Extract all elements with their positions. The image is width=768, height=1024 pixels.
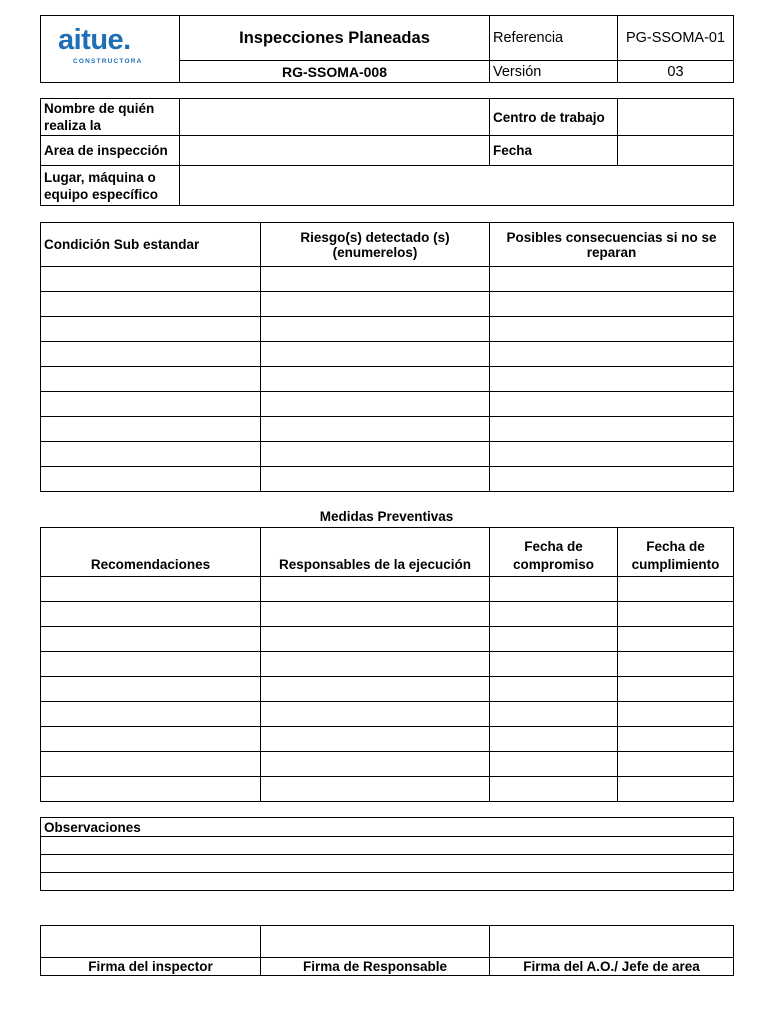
preventive-cell[interactable] [261, 577, 490, 602]
risk-cell[interactable] [41, 267, 261, 292]
preventive-cell[interactable] [261, 702, 490, 727]
logo-tagline: CONSTRUCTORA [73, 58, 143, 65]
risk-cell[interactable] [41, 367, 261, 392]
preventive-cell[interactable] [490, 752, 618, 777]
risk-row [41, 292, 734, 317]
observation-row [41, 855, 734, 873]
risk-row [41, 392, 734, 417]
preventive-row [41, 727, 734, 752]
preventive-cell[interactable] [41, 627, 261, 652]
preventive-cell[interactable] [490, 627, 618, 652]
risk-cell[interactable] [261, 467, 490, 492]
risk-cell[interactable] [261, 267, 490, 292]
risk-cell[interactable] [41, 417, 261, 442]
preventive-cell[interactable] [618, 627, 734, 652]
preventive-row [41, 677, 734, 702]
preventive-cell[interactable] [261, 752, 490, 777]
preventive-cell[interactable] [618, 577, 734, 602]
preventive-cell[interactable] [261, 677, 490, 702]
commitment-date-header: Fecha de compromiso [490, 528, 618, 577]
workplace-label: Centro de trabajo [490, 99, 618, 136]
preventive-cell[interactable] [490, 652, 618, 677]
risk-row [41, 317, 734, 342]
workplace-field[interactable] [618, 99, 734, 136]
risk-cell[interactable] [41, 392, 261, 417]
preventive-measures-table [40, 527, 734, 802]
area-label: Area de inspección [41, 136, 180, 166]
logo-cell [41, 16, 180, 83]
version-value: 03 [618, 61, 734, 83]
risk-row [41, 417, 734, 442]
preventive-cell[interactable] [41, 752, 261, 777]
preventive-cell[interactable] [41, 577, 261, 602]
preventive-cell[interactable] [261, 627, 490, 652]
detected-risk-header: Riesgo(s) detectado (s) (enumerelos) [261, 223, 490, 267]
preventive-row [41, 777, 734, 802]
preventive-cell[interactable] [261, 777, 490, 802]
date-field[interactable] [618, 136, 734, 166]
preventive-cell[interactable] [618, 652, 734, 677]
risk-cell[interactable] [261, 417, 490, 442]
document-code: RG-SSOMA-008 [180, 61, 490, 83]
risk-cell[interactable] [490, 417, 734, 442]
inspection-info-table [40, 98, 734, 206]
risk-row [41, 342, 734, 367]
preventive-row [41, 702, 734, 727]
risk-cell[interactable] [490, 392, 734, 417]
inspector-name-label: Nombre de quién realiza la [41, 99, 180, 136]
observation-row [41, 873, 734, 891]
completion-date-header: Fecha de cumplimiento [618, 528, 734, 577]
responsible-signature-label: Firma de Responsable [261, 958, 490, 976]
risk-cell[interactable] [490, 342, 734, 367]
reference-value: PG-SSOMA-01 [618, 16, 734, 61]
risk-cell[interactable] [41, 292, 261, 317]
preventive-cell[interactable] [618, 777, 734, 802]
version-label: Versión [490, 61, 618, 83]
risk-row [41, 442, 734, 467]
logo-wordmark: aitue. [58, 24, 131, 56]
risk-table [40, 222, 734, 492]
risk-cell[interactable] [41, 442, 261, 467]
substandard-condition-header: Condición Sub estandar [41, 223, 261, 267]
risk-cell[interactable] [490, 367, 734, 392]
preventive-cell[interactable] [618, 602, 734, 627]
preventive-cell[interactable] [618, 727, 734, 752]
risk-cell[interactable] [261, 292, 490, 317]
risk-cell[interactable] [490, 267, 734, 292]
preventive-cell[interactable] [490, 727, 618, 752]
signatures-table [40, 925, 734, 976]
risk-cell[interactable] [261, 367, 490, 392]
observation-cell[interactable] [41, 855, 734, 873]
preventive-cell[interactable] [490, 702, 618, 727]
reference-label: Referencia [490, 16, 618, 61]
risk-cell[interactable] [41, 342, 261, 367]
company-logo [44, 16, 176, 82]
preventive-cell[interactable] [41, 702, 261, 727]
responsible-signature-field[interactable] [261, 926, 490, 958]
responsibles-header: Responsables de la ejecución [261, 528, 490, 577]
manager-signature-label: Firma del A.O./ Jefe de area [490, 958, 734, 976]
preventive-cell[interactable] [490, 677, 618, 702]
risk-cell[interactable] [261, 342, 490, 367]
risk-row [41, 467, 734, 492]
observation-row [41, 837, 734, 855]
document-title: Inspecciones Planeadas [180, 16, 490, 61]
risk-cell[interactable] [490, 292, 734, 317]
preventive-cell[interactable] [41, 677, 261, 702]
area-field[interactable] [180, 136, 490, 166]
preventive-cell[interactable] [618, 752, 734, 777]
observation-cell[interactable] [41, 873, 734, 891]
preventive-row [41, 577, 734, 602]
preventive-cell[interactable] [490, 577, 618, 602]
place-label: Lugar, máquina o equipo específico [41, 166, 180, 206]
risk-cell[interactable] [261, 392, 490, 417]
preventive-cell[interactable] [490, 777, 618, 802]
risk-row [41, 367, 734, 392]
preventive-cell[interactable] [490, 602, 618, 627]
observation-cell[interactable] [41, 837, 734, 855]
preventive-row [41, 602, 734, 627]
consequences-header: Posibles consecuencias si no se reparan [490, 223, 734, 267]
observations-table [40, 817, 734, 891]
preventive-cell[interactable] [261, 727, 490, 752]
risk-cell[interactable] [490, 467, 734, 492]
manager-signature-field[interactable] [490, 926, 734, 958]
inspector-name-field[interactable] [180, 99, 490, 136]
document-header [40, 15, 734, 83]
risk-cell[interactable] [41, 467, 261, 492]
inspector-signature-label: Firma del inspector [41, 958, 261, 976]
preventive-cell[interactable] [41, 777, 261, 802]
preventive-row [41, 752, 734, 777]
risk-cell[interactable] [490, 317, 734, 342]
observations-label: Observaciones [41, 818, 734, 837]
risk-cell[interactable] [490, 442, 734, 467]
place-field[interactable] [180, 166, 734, 206]
preventive-cell[interactable] [618, 702, 734, 727]
preventive-measures-title: Medidas Preventivas [319, 509, 454, 524]
preventive-row [41, 652, 734, 677]
date-label: Fecha [490, 136, 618, 166]
preventive-cell[interactable] [261, 602, 490, 627]
recommendations-header: Recomendaciones [41, 528, 261, 577]
preventive-cell[interactable] [261, 652, 490, 677]
risk-cell[interactable] [261, 317, 490, 342]
preventive-cell[interactable] [41, 602, 261, 627]
preventive-cell[interactable] [618, 677, 734, 702]
risk-row [41, 267, 734, 292]
preventive-cell[interactable] [41, 652, 261, 677]
risk-cell[interactable] [261, 442, 490, 467]
inspector-signature-field[interactable] [41, 926, 261, 958]
risk-cell[interactable] [41, 317, 261, 342]
preventive-row [41, 627, 734, 652]
preventive-cell[interactable] [41, 727, 261, 752]
